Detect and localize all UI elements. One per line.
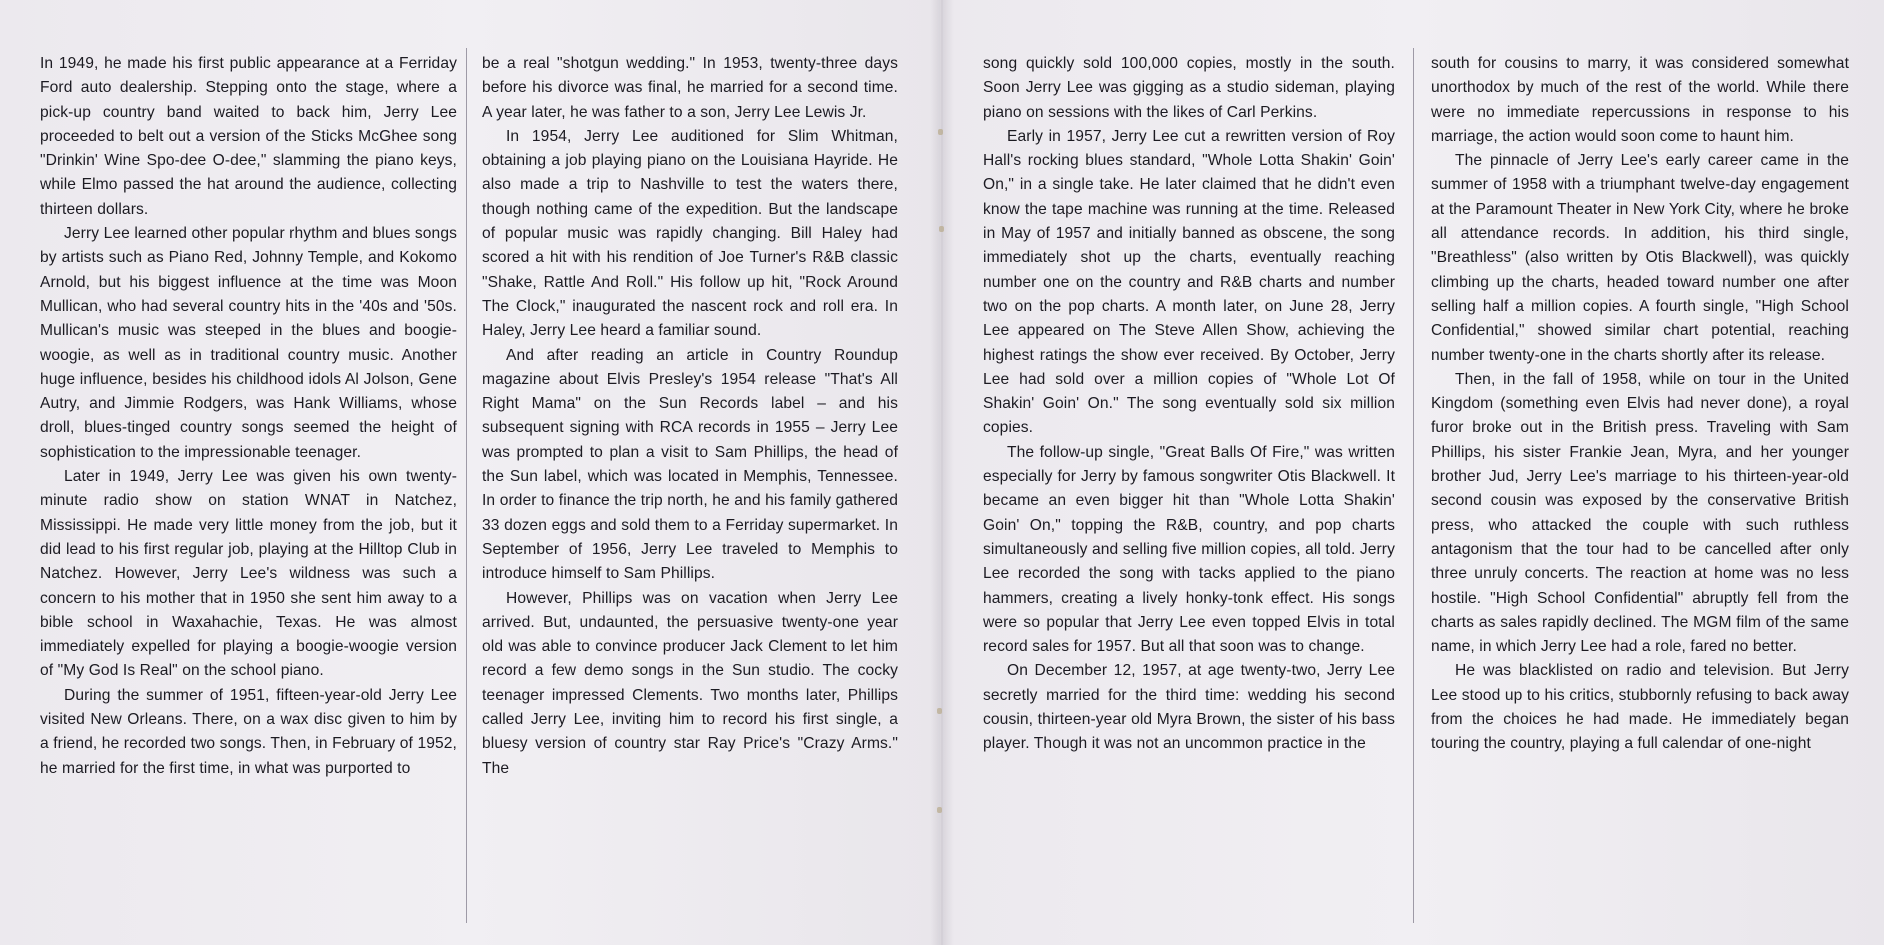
column-divider-right (1413, 48, 1414, 923)
text-column-1 (40, 52, 457, 781)
paragraph: Later in 1949, Jerry Lee was given his own twenty-minute radio show on station WNAT in Natchez, Mississippi. He made very little money from the job, but it did lead to his first regular job, playing at the Hilltop Club in Natchez. However, Jerry Lee's wildness was such a concern to his mother that in 1950 she sent him away to a bible school in Waxahachie, Texas. He was almost immediately expelled for playing a boogie-woogie version of "My God Is Real" on the school piano. (40, 468, 457, 680)
paragraph: On December 12, 1957, at age twenty-two, Jerry Lee secretly married for the third time: wedding his second cousin, thirteen-year old Myra Brown, the sister of his bass player. Though it was not an uncommon practice in the (983, 662, 1395, 753)
staple-mark (939, 226, 944, 232)
text-column-4 (1431, 52, 1849, 757)
paragraph: In 1949, he made his first public appearance at a Ferriday Ford auto dealership. Stepping onto the stage, where a pick-up country band waited to back him, Jerry Lee proceeded to belt out a version of the Sticks McGhee song "Drinkin' Wine Spo-dee O-dee," slamming the piano keys, while Elmo passed the hat around the audience, collecting thirteen dollars. (40, 55, 457, 218)
paragraph: Jerry Lee learned other popular rhythm and blues songs by artists such as Piano Red, Johnny Temple, and Kokomo Arnold, but his biggest influence at the time was Moon Mullican, who had several country hits in the '40s and '50s. Mullican's music was steeped in the blues and boogie-woogie, as well as in traditional country music. Another huge influence, besides his childhood idols Al Jolson, Gene Autry, and Jimmie Rodgers, was Hank Williams, whose droll, blues-tinged country songs seemed the height of sophistication to the impressionable teenager. (40, 225, 457, 461)
paragraph: Early in 1957, Jerry Lee cut a rewritten version of Roy Hall's rocking blues standard, "Whole Lotta Shakin' Goin' On," in a single take. He later claimed that he didn't even know the tape machine was running at the time. Released in May of 1957 and initially banned as obscene, the song immediately shot up the charts, eventually reaching number one on the country and R&B charts and number two on the pop charts. A month later, on June 28, Jerry Lee appeared on The Steve Allen Show, achieving the highest ratings the show ever received. By October, Jerry Lee had sold over a million copies of "Whole Lot Of Shakin' Goin' On." The song eventually sold six million copies. (983, 127, 1395, 437)
staple-mark (937, 807, 942, 813)
paragraph: The pinnacle of Jerry Lee's early career came in the summer of 1958 with a triumphant twelve-day engagement at the Paramount Theater in New York City, where he broke all attendance records. In addition, his third single, "Breathless" (also written by Otis Blackwell), was quickly climbing up the charts, headed toward number one after selling half a million copies. A fourth single, "High School Confidential," showed similar chart potential, reaching number twenty-one in the charts shortly after its release. (1431, 152, 1849, 364)
text-column-2 (482, 52, 898, 781)
paragraph: Then, in the fall of 1958, while on tour in the United Kingdom (something even Elvis had never done), a royal furor broke out in the British press. Traveling with Sam Phillips, his sister Frankie Jean, Myra, and her younger brother Jud, Jerry Lee's marriage to his thirteen-year-old second cousin was exposed by the conservative British press, who attacked the couple with such ruthless antagonism that the tour had to be cancelled after only three unruly concerts. The reaction at home was no less hostile. "High School Confidential" abruptly fell from the charts as sales rapidly declined. The MGM film of the same name, in which Jerry Lee had a role, fared no better. (1431, 370, 1849, 656)
text-column-3 (983, 52, 1395, 757)
paragraph: During the summer of 1951, fifteen-year-old Jerry Lee visited New Orleans. There, on a wax disc given to him by a friend, he recorded two songs. Then, in February of 1952, he married for the first time, in what was purported to (40, 686, 457, 777)
paragraph: And after reading an article in Country Roundup magazine about Elvis Presley's 1954 release "That's All Right Mama" on the Sun Records label – and his subsequent signing with RCA records in 1955 – Jerry Lee was prompted to plan a visit to Sam Phillips, the head of the Sun label, which was located in Memphis, Tennessee. In order to finance the trip north, he and his family gathered 33 dozen eggs and sold them to a Ferriday supermarket. In September of 1956, Jerry Lee traveled to Memphis to introduce himself to Sam Phillips. (482, 346, 898, 583)
paragraph: He was blacklisted on radio and television. But Jerry Lee stood up to his critics, stubbornly refusing to back away from the choices he had made. He immediately began touring the country, playing a full calendar of one-night (1431, 662, 1849, 753)
paragraph: However, Phillips was on vacation when Jerry Lee arrived. But, undaunted, the persuasive twenty-one year old was able to convince producer Jack Clement to let him record a few demo songs in the Sun studio. The cocky teenager impressed Clements. Two months later, Phillips called Jerry Lee, inviting him to record his first single, a bluesy version of country star Ray Price's "Crazy Arms." The (482, 589, 898, 777)
paragraph: In 1954, Jerry Lee auditioned for Slim Whitman, obtaining a job playing piano on the Louisiana Hayride. He also made a trip to Nashville to test the waters there, though nothing came of the expedition. But the landscape of popular music was rapidly changing. Bill Haley had scored a hit with his rendition of Joe Turner's R&B classic "Shake, Rattle And Roll." His follow up hit, "Rock Around The Clock," inaugurated the nascent rock and roll era. In Haley, Jerry Lee heard a familiar sound. (482, 127, 898, 340)
center-fold (930, 0, 954, 945)
staple-mark (937, 708, 942, 714)
staple-mark (938, 129, 943, 135)
column-divider-left (466, 48, 467, 923)
paragraph: south for cousins to marry, it was considered somewhat unorthodox by much of the rest of the world. While there were no immediate repercussions in response to his marriage, the action would soon come to haunt him. (1431, 55, 1849, 145)
paragraph: be a real "shotgun wedding." In 1953, twenty-three days before his divorce was final, he married for a second time. A year later, he was father to a son, Jerry Lee Lewis Jr. (482, 55, 898, 121)
paragraph: song quickly sold 100,000 copies, mostly in the south. Soon Jerry Lee was gigging as a studio sideman, playing piano on sessions with the likes of Carl Perkins. (983, 55, 1395, 121)
paragraph: The follow-up single, "Great Balls Of Fire," was written especially for Jerry by famous songwriter Otis Blackwell. It became an even bigger hit than "Whole Lotta Shakin' Goin' On," topping the R&B, country, and pop charts simultaneously and selling five million copies, all told. Jerry Lee recorded the song with tacks applied to the piano hammers, creating a lively honky-tonk effect. His songs were so popular that Jerry Lee even topped Elvis in total record sales for 1957. But all that soon was to change. (983, 443, 1395, 656)
